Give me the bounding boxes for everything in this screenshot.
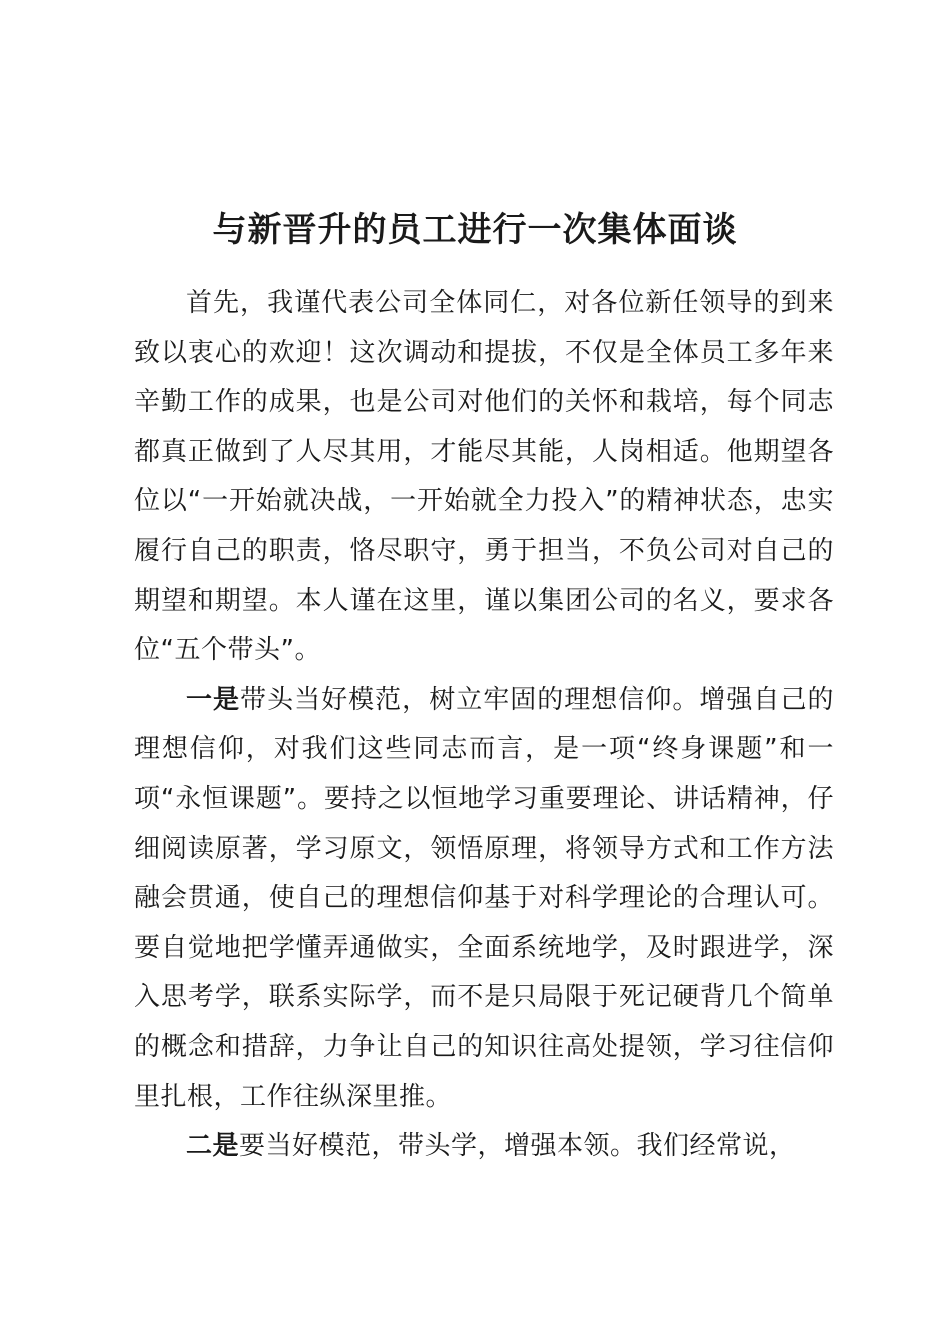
paragraph-point-two bbox=[134, 1122, 834, 1172]
document-title: 与新晋升的员工进行一次集体面谈 bbox=[212, 210, 738, 250]
paragraph-lead: 一是 bbox=[186, 684, 241, 715]
paragraph-point-one bbox=[134, 676, 834, 1122]
paragraph-text: 首先，我谨代表公司全体同仁，对各位新任领导的到来致以衷心的欢迎！这次调动和提拔，不仅是全体员工多年来辛勤工作的成果，也是公司对他们的关怀和栽培，每个同志都真正做到了人尽其用，才能尽其能，人岗相适。他期望各位以“一开始就决战，一开始就全力投入”的精神状态，忠实履行自己的职责，恪尽职守，勇于担当，不负公司对自己的期望和期望。本人谨在这里，谨以集团公司的名义，要求各位“五个带头”。 bbox=[134, 288, 834, 666]
paragraph-intro bbox=[134, 279, 834, 676]
paragraph-text: 带头当好模范，树立牢固的理想信仰。增强自己的理想信仰，对我们这些同志而言，是一项“终身课题”和一项“永恒课题”。要持之以恒地学习重要理论、讲话精神，仔细阅读原著，学习原文，领悟原理，将领导方式和工作方法融会贯通，使自己的理想信仰基于对科学理论的合理认可。要自觉地把学懂弄通做实，全面系统地学，及时跟进学，深入思考学，联系实际学，而不是只局限于死记硬背几个简单的概念和措辞，力争让自己的知识往高处提领，学习往信仰里扎根，工作往纵深里推。 bbox=[134, 684, 834, 1112]
paragraph-text: 要当好模范，带头学，增强本领。我们经常说， bbox=[239, 1131, 796, 1162]
paragraph-lead: 二是 bbox=[186, 1131, 240, 1162]
document-body bbox=[134, 279, 834, 1172]
